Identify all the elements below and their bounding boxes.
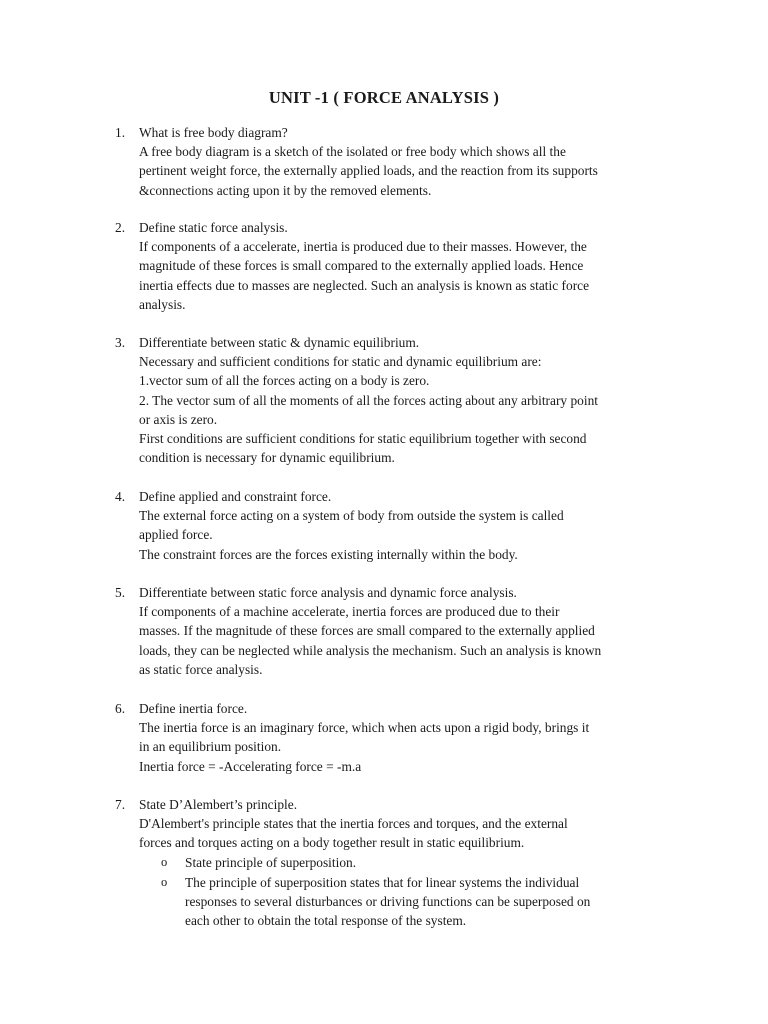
answer-line: The inertia force is an imaginary force, which when acts upon a rigid body, brings it — [139, 720, 590, 736]
question-heading: Define inertia force. — [139, 701, 248, 716]
answer-line: magnitude of these forces is small compared to the externally applied loads. Hence — [139, 258, 584, 274]
question-heading: Differentiate between static force analysis and dynamic force analysis. — [139, 585, 517, 600]
sub-item-line: The principle of superposition states that for linear systems the individual — [185, 874, 580, 890]
answer-line: First conditions are sufficient conditions for static equilibrium together with second — [139, 431, 587, 447]
answer-line: as static force analysis. — [139, 661, 263, 677]
question-body — [139, 487, 689, 564]
sub-item — [161, 853, 689, 872]
answer-line: forces and torques acting on a body together result in static equilibrium. — [139, 835, 525, 851]
answer-line: masses. If the magnitude of these forces are small compared to the externally applied — [139, 623, 595, 639]
answer-line: The external force acting on a system of body from outside the system is called — [139, 508, 564, 524]
question-body — [139, 699, 689, 776]
answer-line: &connections acting upon it by the removed elements. — [139, 182, 432, 198]
answer-line: If components of a accelerate, inertia is produced due to their masses. However, the — [139, 239, 587, 255]
answer-line: 2. The vector sum of all the moments of all the forces acting about any arbitrary point — [139, 392, 598, 408]
answer-line: applied force. — [139, 527, 213, 543]
answer-line: 1.vector sum of all the forces acting on a body is zero. — [139, 373, 430, 389]
sub-item-line: each other to obtain the total response of the system. — [185, 913, 467, 929]
bullet-icon: o — [161, 854, 168, 869]
answer-line: or axis is zero. — [139, 411, 218, 427]
question-number: 6. — [115, 701, 126, 716]
answer-line: inertia effects due to masses are neglected. Such an analysis is known as static force — [139, 277, 590, 293]
sub-item-line: State principle of superposition. — [185, 854, 357, 870]
answer-line: condition is necessary for dynamic equilibrium. — [139, 450, 395, 466]
sub-item-line: responses to several disturbances or driving functions can be superposed on — [185, 894, 591, 910]
question-number: 2. — [115, 220, 126, 235]
answer-line: analysis. — [139, 296, 186, 312]
question-body — [139, 333, 689, 467]
page-title: UNIT -1 ( FORCE ANALYSIS ) — [268, 88, 500, 107]
question-number: 5. — [115, 585, 126, 600]
answer-line: The constraint forces are the forces existing internally within the body. — [139, 546, 518, 562]
question-body — [139, 123, 689, 200]
sub-item — [161, 873, 689, 931]
question-heading: State D’Alembert’s principle. — [139, 797, 298, 812]
question-number: 7. — [115, 797, 126, 812]
answer-line: D'Alembert's principle states that the inertia forces and torques, and the external — [139, 816, 568, 832]
question-heading: What is free body diagram? — [139, 125, 288, 140]
answer-line: Necessary and sufficient conditions for static and dynamic equilibrium are: — [139, 354, 542, 370]
answer-line: If components of a machine accelerate, inertia forces are produced due to their — [139, 604, 560, 620]
answer-line: in an equilibrium position. — [139, 739, 282, 755]
question-number: 1. — [115, 125, 126, 140]
answer-line: pertinent weight force, the externally applied loads, and the reaction from its supports — [139, 163, 598, 179]
answer-line: loads, they can be neglected while analysis the mechanism. Such an analysis is known — [139, 642, 602, 658]
question-heading: Differentiate between static & dynamic equilibrium. — [139, 335, 420, 350]
question-body — [139, 795, 689, 930]
question-heading: Define static force analysis. — [139, 220, 288, 235]
question-number: 3. — [115, 335, 126, 350]
question-heading: Define applied and constraint force. — [139, 489, 332, 504]
question-number: 4. — [115, 489, 126, 504]
answer-line: Inertia force = -Accelerating force = -m.a — [139, 758, 362, 774]
answer-line: A free body diagram is a sketch of the isolated or free body which shows all the — [139, 144, 566, 160]
bullet-icon: o — [161, 874, 168, 889]
question-body — [139, 583, 689, 679]
question-body — [139, 218, 689, 314]
